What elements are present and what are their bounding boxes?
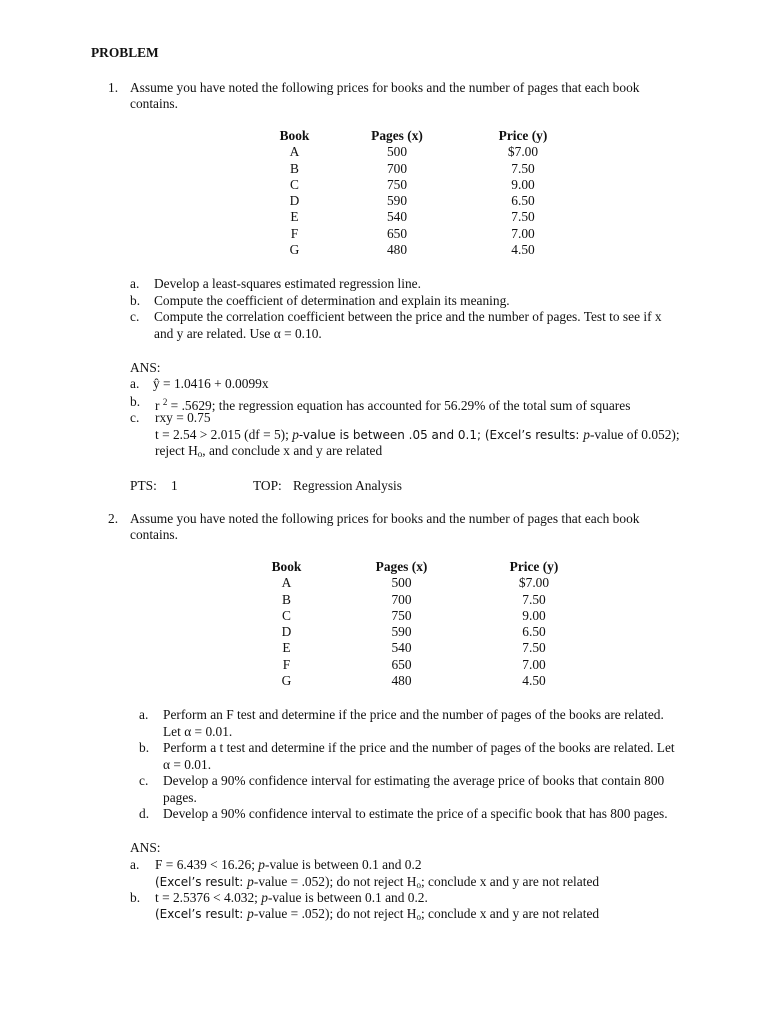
question-text: Compute the correlation coefficient between the price and the number of pages. Test to see if x [154,309,662,324]
price-cell: 4.50 [522,673,546,689]
column-header-price: Price (y) [498,128,548,143]
problem-2-ans-label: ANS: [130,840,161,855]
book-cell: F [290,225,299,241]
question-text: and y are related. Use α = 0.10. [154,325,322,341]
book-cell: B [290,160,299,176]
pages-cell: 590 [386,193,408,209]
problem-2-ans-b-line-1: t = 2.5376 < 4.032; p-value is between 0.1 and 0.2. [155,890,428,905]
table-row [254,640,584,656]
table-row [254,624,584,640]
problem-1-ans-c-line-1: rxy = 0.75 [155,410,211,425]
pages-cell: 650 [391,656,412,672]
topic-label: TOP: [253,478,282,493]
price-cell: 7.50 [511,209,535,225]
column-header-price: Price (y) [509,559,559,574]
problem-1-ans-label: ANS: [130,360,161,375]
question-letter: d. [139,806,150,821]
table-row [262,193,579,209]
book-cell: G [289,242,300,258]
column-header-book: Book [271,559,302,574]
pages-cell: 700 [386,160,408,176]
problem-1-intro-line-1: Assume you have noted the following prices for books and the number of pages that each book [130,80,640,95]
problem-1-ans-a: ŷ = 1.0416 + 0.0099x [153,376,269,391]
column-header-book: Book [279,128,310,143]
question-letter: b. [139,740,150,755]
question-text: pages. [163,789,197,805]
page-title: PROBLEM [91,45,159,60]
question-text: Develop a 90% confidence interval to estimate the price of a specific book that has 800 pages. [163,806,668,821]
problem-2-ans-b-letter: b. [130,890,141,905]
topic-value: Regression Analysis [293,478,402,493]
pages-cell: 480 [391,673,412,689]
question-text: Let α = 0.01. [163,723,233,739]
pages-cell: 700 [391,591,412,607]
pages-cell: 500 [386,144,408,160]
problem-1-table [262,128,579,258]
pages-cell: 750 [391,607,412,623]
book-cell: A [281,575,292,591]
problem-2-ans-b-line-2: (Excel’s result: p-value = .052); do not reject $H_o$; conclude x and y are not related [155,906,600,922]
table-row [254,657,584,673]
table-row [254,592,584,608]
book-cell: F [282,656,291,672]
problem-2-table-body [254,575,584,689]
table-row [262,144,579,160]
book-cell: B [282,591,291,607]
book-cell: G [281,673,292,689]
pages-cell: 540 [386,209,408,225]
question-text: Compute the coefficient of determination and explain its meaning. [154,292,510,308]
table-header-row [254,559,584,575]
problem-1-ans-b-letter: b. [130,394,141,409]
problem-2-ans-a-line-2: (Excel’s result: p-value = .052); do not reject $H_o$; conclude x and y are not related [155,874,600,890]
price-cell: 6.50 [522,624,546,640]
pts-label: PTS: [130,478,157,493]
price-cell: 6.50 [511,193,535,209]
book-cell: E [290,209,299,225]
table-row [262,242,579,258]
problem-2-ans-a-line-1: F = 6.439 < 16.26; p-value is between 0.1 and 0.2 [155,857,422,872]
price-cell: 7.00 [522,656,546,672]
price-cell: 9.00 [522,607,546,623]
table-row [262,209,579,225]
price-cell: 9.00 [511,176,535,192]
book-cell: D [281,624,292,640]
pages-cell: 540 [391,640,412,656]
problem-1-ans-c-line-3: reject $H_o$, and conclude x and y are related [155,443,383,459]
problem-1-ans-c-letter: c. [130,410,140,425]
problem-2-table [254,559,584,689]
problem-1-table-body [262,144,579,258]
table-row [254,575,584,591]
question-letter: a. [139,707,149,722]
pages-cell: 500 [391,575,412,591]
pages-cell: 750 [386,176,408,192]
price-cell: $7.00 [518,575,550,591]
problem-2-intro-line-2: contains. [130,527,178,542]
price-cell: 7.50 [522,640,546,656]
price-cell: 7.50 [511,160,535,176]
pages-cell: 480 [386,242,408,258]
question-text: Develop a least-squares estimated regression line. [154,276,421,291]
price-cell: 7.50 [522,591,546,607]
price-cell: 7.00 [511,225,535,241]
book-cell: C [282,607,291,623]
problem-1-ans-b: r $^2$ = .5629; the regression equation has accounted for 56.29% of the total sum of squares [155,397,631,413]
question-letter: c. [130,309,140,324]
book-cell: C [290,176,299,192]
table-header-row [262,128,579,144]
column-header-pages: Pages (x) [371,128,423,143]
question-text: Perform a t test and determine if the price and the number of pages of the books are related. Let [163,740,675,755]
table-row [254,608,584,624]
book-cell: A [289,144,300,160]
problem-2-intro-line-1: Assume you have noted the following prices for books and the number of pages that each book [130,511,640,526]
pages-cell: 590 [391,624,412,640]
question-letter: a. [130,276,140,291]
question-text: α = 0.01. [163,756,212,772]
problem-1-ans-c-line-2: t = 2.54 > 2.015 (df = 5); p-value is between .05 and 0.1; (Excel’s results: p-value of 0.052); [155,427,680,442]
problem-1-intro-line-2: contains. [130,96,178,111]
question-text: Develop a 90% confidence interval for estimating the average price of books that contain 800 [163,773,665,788]
pts-value: 1 [171,478,178,493]
problem-2-number: 2. [108,511,119,526]
book-cell: D [289,193,300,209]
column-header-pages: Pages (x) [375,559,428,574]
table-row [262,177,579,193]
problem-1-ans-a-letter: a. [130,376,140,391]
table-row [254,673,584,689]
book-cell: E [282,640,291,656]
price-cell: 4.50 [511,242,535,258]
pages-cell: 650 [386,225,408,241]
table-row [262,226,579,242]
problem-1-number: 1. [108,80,119,95]
table-row [262,161,579,177]
question-letter: b. [130,292,141,308]
price-cell: $7.00 [507,144,539,160]
problem-2-ans-a-letter: a. [130,857,140,872]
question-letter: c. [139,773,149,788]
question-text: Perform an F test and determine if the price and the number of pages of the books are related. [163,707,664,722]
